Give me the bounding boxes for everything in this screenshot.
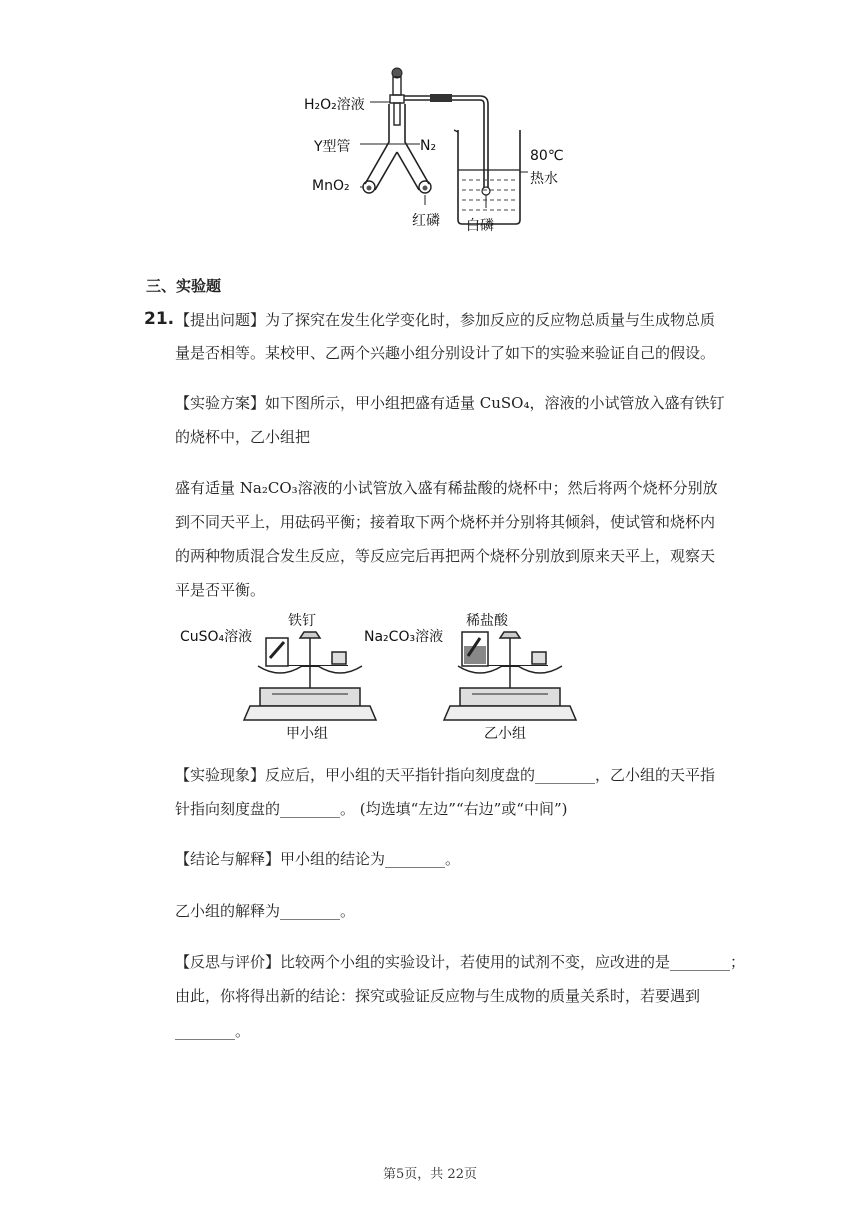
label-hot-water: 热水: [530, 171, 558, 187]
label-white-phosphorus: 白磷: [466, 218, 494, 234]
label-y-tube: Y型管: [314, 139, 351, 155]
label-mno2: MnO₂: [312, 178, 350, 194]
label-red-phosphorus: 红磷: [412, 213, 440, 229]
caption-group-jia: 甲小组: [286, 726, 328, 742]
page-footer: 第5页，共 22页: [383, 1167, 477, 1182]
balance-left: [244, 632, 376, 720]
label-na2co3-solution: Na₂CO₃溶液: [364, 629, 444, 645]
label-h2o2-solution: H₂O₂溶液: [304, 97, 365, 113]
section-title: 三、实验题: [146, 277, 222, 295]
question-line-14: 由此，你将得出新的结论：探究或验证反应物与生成物的质量关系时，若要遇到: [175, 987, 701, 1005]
question-line-3: 【实验方案】如下图所示，甲小组把盛有适量 CuSO₄，溶液的小试管放入盛有铁钉: [175, 394, 725, 412]
question-line-5: 盛有适量 Na₂CO₃溶液的小试管放入盛有稀盐酸的烧杯中；然后将两个烧杯分别放: [175, 479, 718, 497]
figure-y-tube-apparatus: [290, 60, 580, 235]
question-line-15: ________。: [175, 1022, 251, 1040]
question-number: 21.: [144, 309, 175, 329]
question-line-10: 针指向刻度盘的________。 (均选填“左边”“右边”或“中间”): [175, 800, 568, 818]
question-line-2: 量是否相等。某校甲、乙两个兴趣小组分别设计了如下的实验来验证自己的假设。: [175, 344, 716, 362]
question-line-4: 的烧杯中，乙小组把: [175, 428, 311, 446]
balance-right: [444, 632, 576, 720]
label-n2: N₂: [420, 138, 437, 154]
caption-group-yi: 乙小组: [484, 726, 526, 742]
question-line-8: 平是否平衡。: [175, 581, 266, 599]
label-dilute-hcl: 稀盐酸: [466, 613, 508, 629]
question-line-1: 【提出问题】为了探究在发生化学变化时，参加反应的反应物总质量与生成物总质: [175, 311, 716, 329]
question-line-6: 到不同天平上，用砝码平衡；接着取下两个烧杯并分别将其倾斜，使试管和烧杯内: [175, 513, 716, 531]
label-cuso4-solution: CuSO₄溶液: [180, 629, 253, 645]
question-line-9: 【实验现象】反应后，甲小组的天平指针指向刻度盘的________，乙小组的天平指: [175, 766, 716, 784]
question-line-7: 的两种物质混合发生反应，等反应完后再把两个烧杯分别放到原来天平上，观察天: [175, 547, 716, 565]
label-iron-nail: 铁钉: [288, 613, 316, 629]
question-line-13: 【反思与评价】比较两个小组的实验设计，若使用的试剂不变，应改进的是________；: [175, 953, 746, 971]
label-80c: 80℃: [530, 148, 564, 164]
question-line-12: 乙小组的解释为________。: [175, 902, 356, 920]
question-line-11: 【结论与解释】甲小组的结论为________。: [175, 850, 461, 868]
figure-balances: [180, 608, 580, 743]
